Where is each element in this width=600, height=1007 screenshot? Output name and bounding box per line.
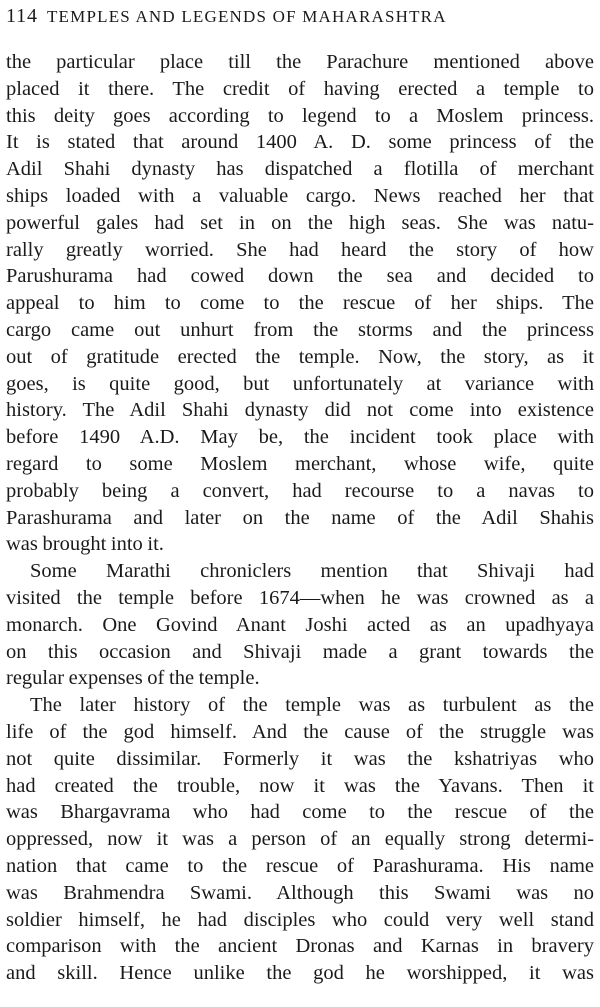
text-line: soldier himself, he had disciples who could very well stand [6,908,594,931]
text-line: and skill. Hence unlike the god he worshipped, it was [6,962,594,985]
text-line: the particular place till the Parachure mentioned above [6,51,594,73]
text-line: life of the god himself. And the cause of the struggle was [6,720,594,743]
text-line: powerful gales had set in on the high seas. She was natu- [6,211,594,234]
running-header [6,4,447,29]
body-text [6,49,594,987]
text-line: monarch. One Govind Anant Joshi acted as an upadhyaya [6,613,594,636]
text-line: placed it there. The credit of having erected a temple to [6,77,594,100]
paragraph-end-line: regular expenses of the temple. [6,667,260,690]
page-number: 114 [6,5,38,27]
text-line: nation that came to the rescue of Parashurama. His name [6,854,594,877]
text-line: probably being a convert, had recourse to a navas to [6,479,594,502]
text-line: visited the temple before 1674—when he was crowned as a [6,586,594,609]
text-line: ships loaded with a valuable cargo. News reached her that [6,184,594,207]
text-line: had created the trouble, now it was the Yavans. Then it [6,774,594,797]
text-line: before 1490 A.D. May be, the incident took place with [6,426,594,449]
running-title: TEMPLES AND LEGENDS OF MAHARASHTRA [46,7,447,26]
book-page [6,0,594,1007]
text-line: rally greatly worried. She had heard the story of how [6,238,594,261]
text-line: It is stated that around 1400 A. D. some princess of the [6,131,594,154]
text-line: Parashurama and later on the name of the Adil Shahis [6,506,594,529]
paragraph-start-line: Some Marathi chroniclers mention that Shivaji had [30,560,594,583]
text-line: oppressed, now it was a person of an equally strong determi- [6,828,594,851]
text-line: history. The Adil Shahi dynasty did not come into existence [6,399,594,422]
text-line: Adil Shahi dynasty has dispatched a flotilla of merchant [6,158,594,181]
text-line: goes, is quite good, but unfortunately at variance with [6,372,594,395]
paragraph-end-line: was brought into it. [6,533,164,556]
text-line: on this occasion and Shivaji made a grant towards the [6,640,594,663]
text-line: this deity goes according to legend to a Moslem princess. [6,104,594,127]
text-line: appeal to him to come to the rescue of her ships. The [6,292,594,315]
paragraph-start-line: The later history of the temple was as turbulent as the [30,694,594,717]
text-line: not quite dissimilar. Formerly it was the kshatriyas who [6,747,594,770]
text-line: comparison with the ancient Dronas and Karnas in bravery [6,935,594,958]
text-line: cargo came out unhurt from the storms and the princess [6,318,594,341]
text-line: regard to some Moslem merchant, whose wife, quite [6,452,594,475]
text-line: was Bhargavrama who had come to the rescue of the [6,801,594,824]
text-line: Parushurama had cowed down the sea and decided to [6,265,594,288]
text-line: out of gratitude erected the temple. Now, the story, as it [6,345,594,368]
text-line: was Brahmendra Swami. Although this Swami was no [6,881,594,904]
